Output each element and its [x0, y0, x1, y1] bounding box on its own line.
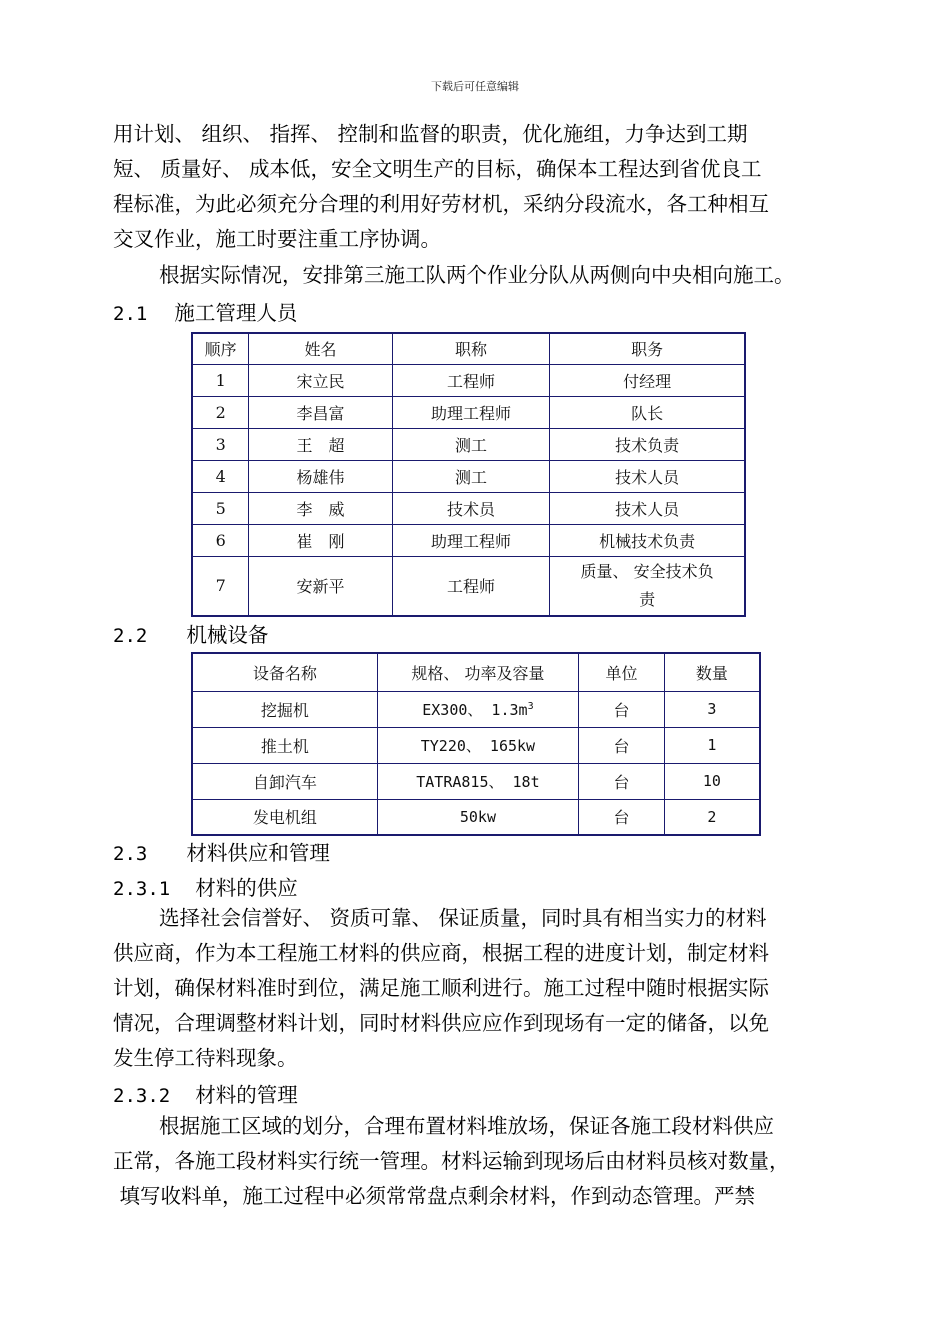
table-cell-multiline: [550, 556, 745, 616]
paragraph-1: [113, 117, 865, 257]
paragraph-line: 短、 质量好、 成本低，安全文明生产的目标，确保本工程达到省优良工: [113, 157, 762, 181]
table-cell: 台: [579, 763, 665, 799]
table-cell: 助理工程师: [392, 396, 549, 428]
table-cell: 50kw: [377, 799, 578, 835]
table-header-cell: 设备名称: [192, 653, 377, 691]
table-header-row: [192, 653, 760, 691]
table-row: [192, 428, 745, 460]
table-row: [192, 727, 760, 763]
section-title: 材料的供应: [195, 876, 298, 900]
table-cell: TY220、 165kw: [377, 727, 578, 763]
paragraph-line: 填写收料单，施工过程中必须常常盘点剩余材料，作到动态管理。严禁: [113, 1184, 756, 1208]
section-number: 2.3.1: [113, 878, 171, 900]
table-cell: 发电机组: [192, 799, 377, 835]
table-header-cell: 规格、 功率及容量: [377, 653, 578, 691]
table-cell: 技术人员: [550, 492, 745, 524]
table-header-cell: 顺序: [192, 333, 249, 364]
table-row: [192, 492, 745, 524]
section-heading-2-2: [113, 618, 268, 648]
section-number: 2.2: [113, 625, 148, 647]
table-cell: 推土机: [192, 727, 377, 763]
table-cell: 3: [192, 428, 249, 460]
table-cell: 7: [192, 556, 249, 616]
paragraph-line: 程标准，为此必须充分合理的利用好劳材机，采纳分段流水，各工种相互: [113, 192, 769, 216]
section-heading-2-1: [113, 296, 297, 326]
table-cell: 测工: [392, 428, 549, 460]
cell-line: 质量、 安全技术负: [580, 561, 714, 581]
table-header-cell: 职称: [392, 333, 549, 364]
section-number: 2.1: [113, 303, 148, 325]
section-heading-2-3: [113, 836, 330, 866]
table-cell: TATRA815、 18t: [377, 763, 578, 799]
section-title: 材料供应和管理: [186, 841, 330, 865]
table-cell: 测工: [392, 460, 549, 492]
section-title: 材料的管理: [195, 1083, 298, 1107]
paragraph-3: [113, 901, 865, 1076]
table-cell: 技术员: [392, 492, 549, 524]
table-cell: 5: [192, 492, 249, 524]
table-header-cell: 单位: [579, 653, 665, 691]
table-row: [192, 364, 745, 396]
paragraph-line: 根据实际情况，安排第三施工队两个作业分队从两侧向中央相向施工。: [159, 263, 795, 287]
paragraph-line: 计划，确保材料准时到位，满足施工顺利进行。施工过程中随时根据实际: [113, 976, 769, 1000]
table-cell: 杨雄伟: [249, 460, 393, 492]
table-cell: 李昌富: [249, 396, 393, 428]
table-row: [192, 763, 760, 799]
paragraph-line: 根据施工区域的划分，合理布置材料堆放场，保证各施工段材料供应: [159, 1114, 774, 1138]
staff-table: [191, 332, 746, 617]
paragraph-line: 用计划、 组织、 指挥、 控制和监督的职责，优化施组，力争达到工期: [113, 122, 748, 146]
table-cell: 10: [664, 763, 760, 799]
table-cell: 6: [192, 524, 249, 556]
section-title: 施工管理人员: [174, 301, 298, 325]
paragraph-line: 情况，合理调整材料计划，同时材料供应应作到现场有一定的储备，以免: [113, 1011, 769, 1035]
cell-line: 责: [639, 589, 656, 609]
table-cell: 4: [192, 460, 249, 492]
table-cell: 台: [579, 799, 665, 835]
paragraph-line: 供应商，作为本工程施工材料的供应商，根据工程的进度计划，制定材料: [113, 941, 769, 965]
table-cell: 1: [664, 727, 760, 763]
table-cell: 2: [664, 799, 760, 835]
table-cell: 李 威: [249, 492, 393, 524]
table-cell: 付经理: [550, 364, 745, 396]
table-cell: 队长: [550, 396, 745, 428]
section-number: 2.3.2: [113, 1085, 171, 1107]
table-cell: 安新平: [249, 556, 393, 616]
table-row: [192, 524, 745, 556]
table-header-cell: 姓名: [249, 333, 393, 364]
equipment-table: [191, 652, 761, 836]
paragraph-line: 选择社会信誉好、 资质可靠、 保证质量，同时具有相当实力的材料: [159, 906, 767, 930]
spec-text: EX300、 1.3m: [422, 700, 528, 719]
paragraph-2: [113, 258, 865, 293]
page-header-note: 下载后可任意编辑: [431, 80, 519, 93]
table-row: [192, 396, 745, 428]
paragraph-4: [113, 1109, 865, 1214]
table-cell: 台: [579, 691, 665, 727]
section-heading-2-3-1: [113, 871, 298, 901]
table-cell: 台: [579, 727, 665, 763]
table-cell: 工程师: [392, 556, 549, 616]
superscript: 3: [527, 700, 534, 712]
table-cell: 工程师: [392, 364, 549, 396]
table-row: [192, 556, 745, 616]
table-row: [192, 460, 745, 492]
table-cell: 崔 刚: [249, 524, 393, 556]
section-title: 机械设备: [186, 623, 269, 647]
table-cell: 挖掘机: [192, 691, 377, 727]
table-header-row: [192, 333, 745, 364]
table-cell: 3: [664, 691, 760, 727]
table-cell: 技术负责: [550, 428, 745, 460]
table-row: [192, 691, 760, 727]
section-heading-2-3-2: [113, 1078, 298, 1108]
table-header-cell: 职务: [550, 333, 745, 364]
paragraph-line: 正常，各施工段材料实行统一管理。材料运输到现场后由材料员核对数量，: [113, 1149, 790, 1173]
table-cell: 1: [192, 364, 249, 396]
section-number: 2.3: [113, 843, 148, 865]
table-cell: 宋立民: [249, 364, 393, 396]
table-cell: 2: [192, 396, 249, 428]
table-cell-spec: [377, 691, 578, 727]
paragraph-line: 发生停工待料现象。: [113, 1046, 298, 1070]
table-cell: 王 超: [249, 428, 393, 460]
table-cell: 技术人员: [550, 460, 745, 492]
paragraph-line: 交叉作业，施工时要注重工序协调。: [113, 227, 441, 251]
table-header-cell: 数量: [664, 653, 760, 691]
table-row: [192, 799, 760, 835]
table-cell: 助理工程师: [392, 524, 549, 556]
table-cell: 自卸汽车: [192, 763, 377, 799]
table-cell: 机械技术负责: [550, 524, 745, 556]
